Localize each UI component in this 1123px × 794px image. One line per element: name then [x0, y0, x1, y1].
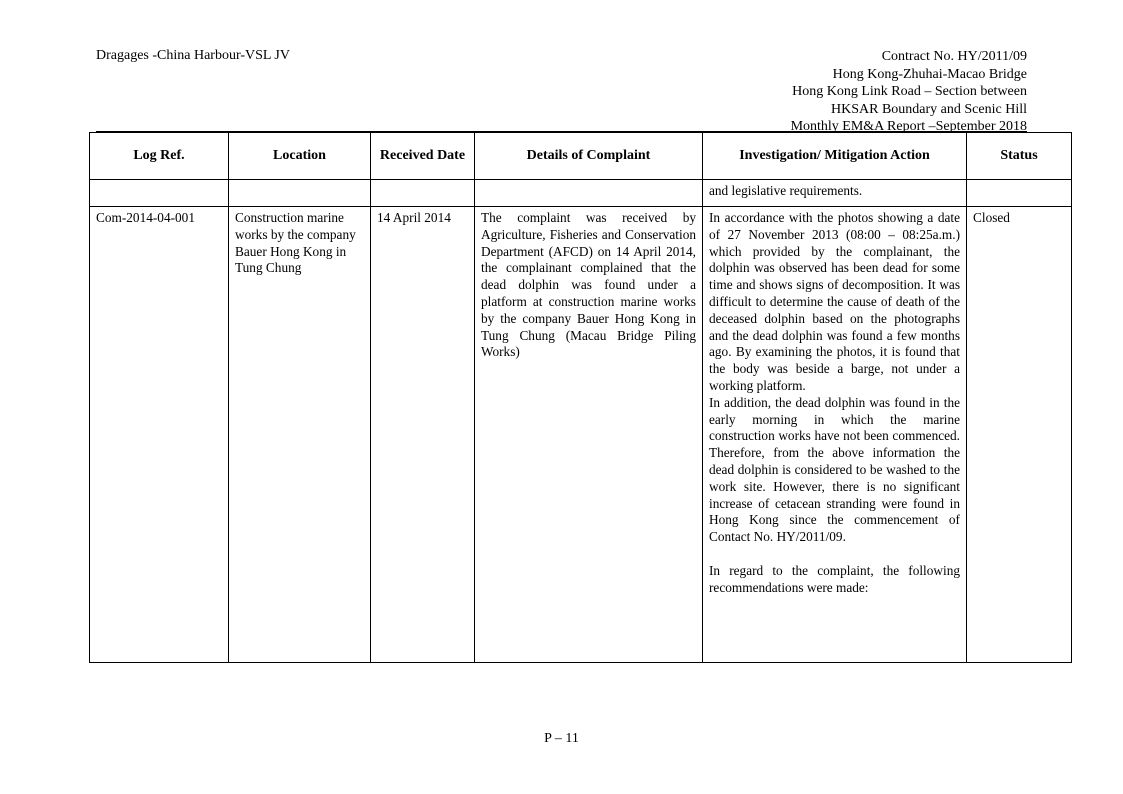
location-cell: Construction marine works by the company Bauer Hong Kong in Tung Chung — [229, 207, 371, 663]
investigation-paragraph-3: In regard to the complaint, the following recommendations were made: — [709, 562, 960, 595]
column-header-received-date: Received Date — [371, 133, 475, 180]
section-name: Hong Kong Link Road – Section between — [792, 84, 1027, 99]
table-row — [90, 207, 1072, 663]
contractor-name: Dragages -China Harbour-VSL JV — [96, 48, 290, 63]
report-title: Monthly EM&A Report –September 2018 — [790, 119, 1027, 134]
received-date-cell: 14 April 2014 — [371, 207, 475, 663]
investigation-cell — [703, 207, 967, 663]
continuation-text: and legislative requirements. — [703, 180, 967, 207]
investigation-paragraph-1: In accordance with the photos showing a date of 27 November 2013 (08:00 – 08:25a.m.) which provided by the complainant, the dolphin was observed has been dead for some time and shows signs of decomposition. It was difficult to determine the cause of death of the deceased dolphin based on the photographs and the dead dolphin was found a few months ago. By examining the photos, it is found that the body was beside a barge, not under a working platform. — [709, 210, 960, 393]
cell-empty — [475, 180, 703, 207]
page-number: P – 11 — [544, 731, 579, 746]
complaint-log-table — [89, 132, 1072, 663]
column-header-location: Location — [229, 133, 371, 180]
column-header-investigation: Investigation/ Mitigation Action — [703, 133, 967, 180]
column-header-details: Details of Complaint — [475, 133, 703, 180]
details-cell: The complaint was received by Agriculture, Fisheries and Conservation Department (AFCD) on 14 April 2014, the complainant complained that the dead dolphin was found under a platform at construction marine works by the company Bauer Hong Kong in Tung Chung (Macau Bridge Piling Works) — [475, 207, 703, 663]
paragraph-gap — [709, 546, 960, 563]
section-extent: HKSAR Boundary and Scenic Hill — [831, 101, 1027, 117]
cell-empty — [967, 180, 1072, 207]
log-ref-cell: Com-2014-04-001 — [90, 207, 229, 663]
cell-empty — [229, 180, 371, 207]
column-header-status: Status — [967, 133, 1072, 180]
contract-info — [791, 48, 1027, 136]
table-header-row — [90, 133, 1072, 180]
investigation-paragraph-2: In addition, the dead dolphin was found in the early morning in which the marine construction works have not been commenced. Therefore, from the above information the dead dolphin is considered to be washed to the work site. However, there is no significant increase of cetacean stranding were found in Hong Kong since the commencement of Contact No. HY/2011/09. — [709, 394, 960, 545]
continuation-row — [90, 180, 1072, 207]
cell-empty — [371, 180, 475, 207]
contract-number: Contract No. HY/2011/09 — [881, 49, 1027, 64]
status-cell: Closed — [967, 207, 1072, 663]
project-name: Hong Kong-Zhuhai-Macao Bridge — [832, 66, 1027, 82]
column-header-log-ref: Log Ref. — [90, 133, 229, 180]
cell-empty — [90, 180, 229, 207]
